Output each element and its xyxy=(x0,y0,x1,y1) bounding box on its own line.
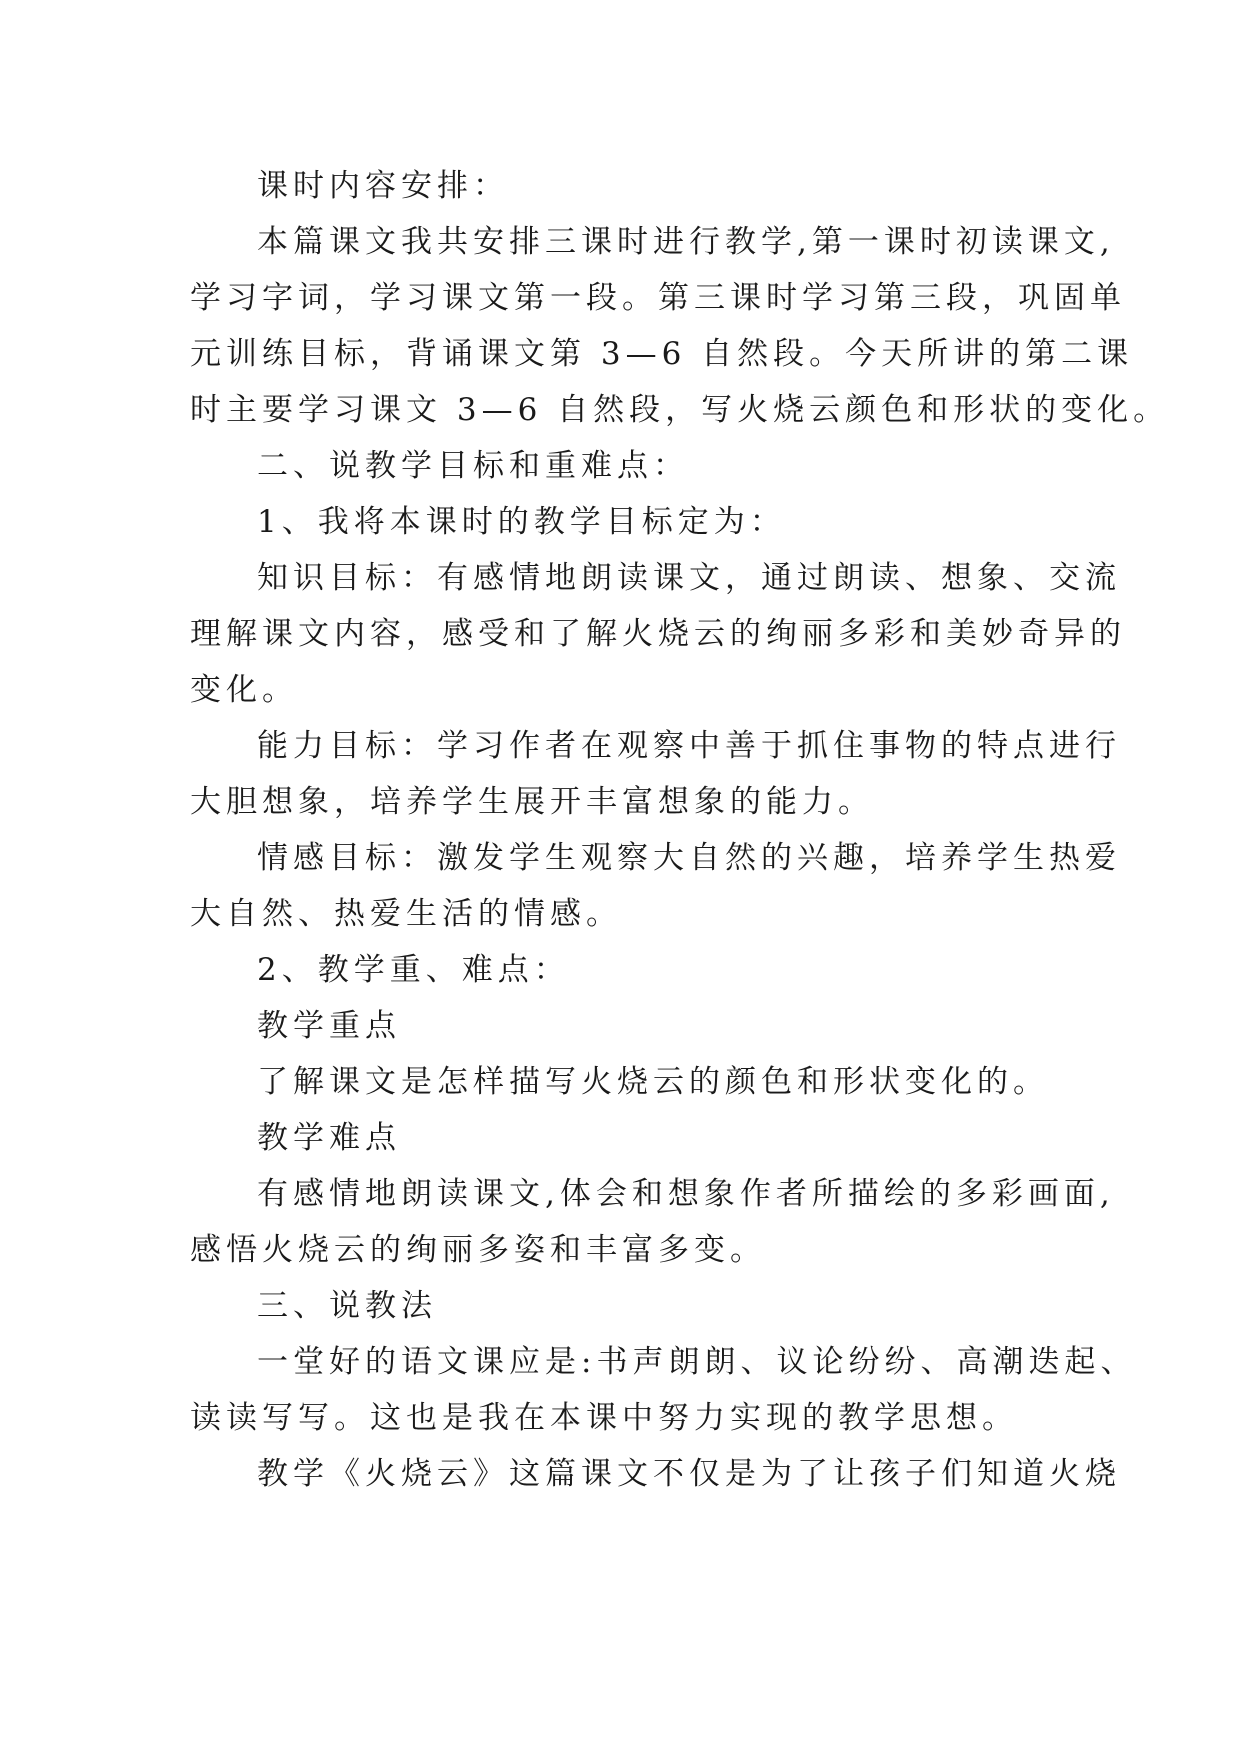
paragraph-line: 有感情地朗读课文,体会和想象作者所描绘的多彩画面, xyxy=(257,1176,1115,1212)
paragraph-line: 读读写写。这也是我在本课中努力实现的教学思想。 xyxy=(190,1400,1018,1436)
paragraph-line: 了解课文是怎样描写火烧云的颜色和形状变化的。 xyxy=(257,1064,1049,1100)
paragraph-line: 感悟火烧云的绚丽多姿和丰富多变。 xyxy=(190,1232,766,1268)
paragraph-line: 变化。 xyxy=(190,672,298,708)
paragraph-line: 一堂好的语文课应是:书声朗朗、议论纷纷、高潮迭起、 xyxy=(257,1344,1137,1380)
section-heading-methods: 三、说教法 xyxy=(257,1288,437,1324)
paragraph-line: 时主要学习课文 3—6 自然段，写火烧云颜色和形状的变化。 xyxy=(190,392,1170,428)
paragraph-line: 学习字词，学习课文第一段。第三课时学习第三段，巩固单 xyxy=(190,280,1126,316)
paragraph-line: 理解课文内容，感受和了解火烧云的绚丽多彩和美妙奇异的 xyxy=(190,616,1126,652)
paragraph-line: 教学《火烧云》这篇课文不仅是为了让孩子们知道火烧 xyxy=(257,1456,1121,1492)
heading-lesson-arrangement: 课时内容安排： xyxy=(257,168,509,204)
paragraph-line: 本篇课文我共安排三课时进行教学,第一课时初读课文, xyxy=(257,224,1115,260)
paragraph-line: 元训练目标，背诵课文第 3—6 自然段。今天所讲的第二课 xyxy=(190,336,1134,372)
paragraph-line: 大胆想象，培养学生展开丰富想象的能力。 xyxy=(190,784,874,820)
paragraph-line: 能力目标：学习作者在观察中善于抓住事物的特点进行 xyxy=(257,728,1121,764)
paragraph-line: 大自然、热爱生活的情感。 xyxy=(190,896,622,932)
label-teaching-focus: 教学重点 xyxy=(257,1008,401,1044)
paragraph-line: 情感目标：激发学生观察大自然的兴趣，培养学生热爱 xyxy=(257,840,1121,876)
subheading-key-points: 2、教学重、难点： xyxy=(257,952,570,988)
label-teaching-difficulty: 教学难点 xyxy=(257,1120,401,1156)
paragraph-line: 知识目标：有感情地朗读课文，通过朗读、想象、交流 xyxy=(257,560,1121,596)
subheading-objectives: 1、我将本课时的教学目标定为： xyxy=(257,504,786,540)
section-heading-objectives: 二、说教学目标和重难点： xyxy=(257,448,689,484)
